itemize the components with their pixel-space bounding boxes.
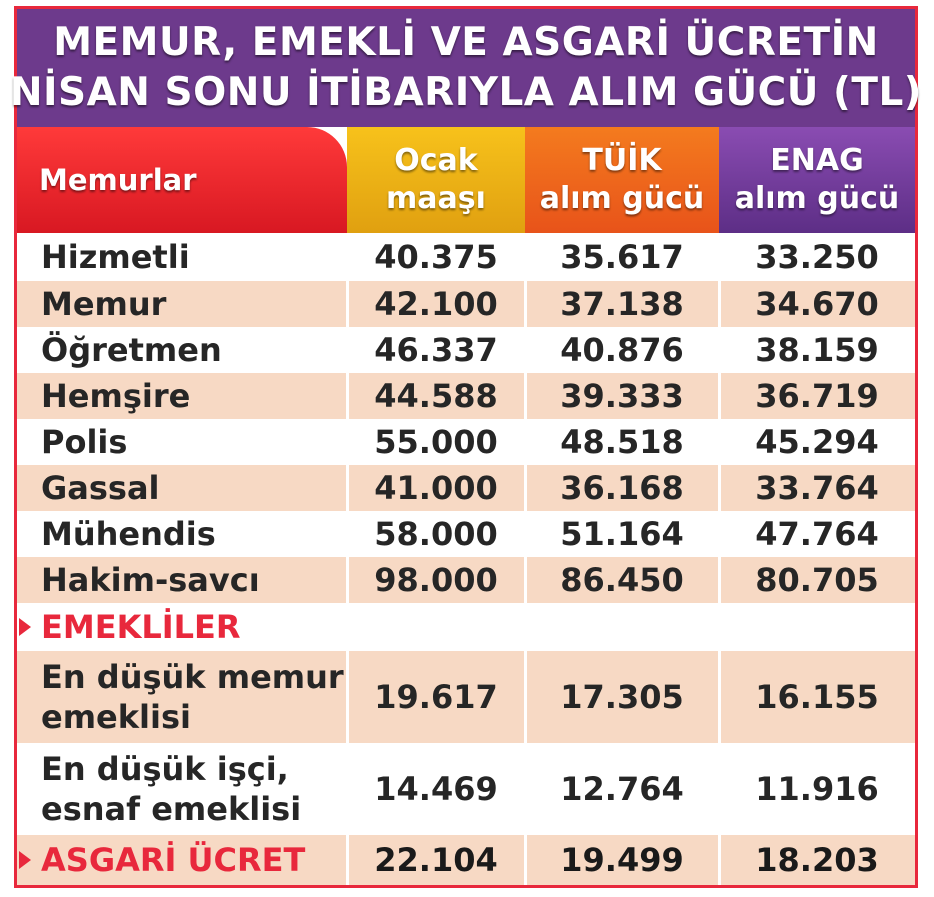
ocak-value: 42.100 — [374, 285, 498, 323]
row-label-line2: esnaf emeklisi — [41, 790, 302, 828]
row-label: Polis — [41, 423, 128, 461]
enag-value: 38.159 — [755, 331, 879, 369]
row-label-line1: En düşük memur — [41, 658, 344, 696]
ocak-value: 41.000 — [374, 469, 498, 507]
row-label-line2: emeklisi — [41, 698, 191, 736]
table-frame — [9, 6, 923, 888]
row-label — [17, 657, 347, 737]
arrow-right-icon — [19, 851, 31, 869]
column-divider — [346, 233, 349, 885]
tuik-value: 51.164 — [560, 515, 684, 553]
section-heading — [17, 841, 347, 879]
table-body — [17, 233, 915, 885]
header-enag-line2: alım gücü — [734, 181, 900, 216]
ocak-value: 40.375 — [374, 238, 498, 276]
header-ocak-line1: Ocak — [394, 143, 478, 178]
table-row — [17, 233, 915, 281]
enag-value: 33.764 — [755, 469, 879, 507]
table-row — [17, 651, 915, 743]
tuik-value: 17.305 — [560, 678, 684, 716]
enag-value: 11.916 — [755, 770, 879, 808]
tuik-value: 19.499 — [560, 841, 684, 879]
row-label: Mühendis — [41, 515, 216, 553]
enag-value: 80.705 — [755, 561, 879, 599]
row-label: Öğretmen — [41, 331, 222, 369]
ocak-value: 46.337 — [374, 331, 498, 369]
header-ocak-maasi — [347, 127, 525, 233]
row-label: Hizmetli — [41, 238, 190, 276]
enag-value: 18.203 — [755, 841, 879, 879]
table-row — [17, 743, 915, 835]
enag-value: 33.250 — [755, 238, 879, 276]
ocak-value: 55.000 — [374, 423, 498, 461]
ocak-value: 14.469 — [374, 770, 498, 808]
minimum-wage-label: ASGARİ ÜCRET — [41, 841, 306, 879]
arrow-right-icon — [19, 618, 31, 636]
section-heading-text: EMEKLİLER — [41, 608, 241, 646]
title-line-2: NİSAN SONU İTİBARIYLA ALIM GÜCÜ (TL) — [9, 70, 923, 115]
row-label: Memur — [41, 285, 167, 323]
table-row-minimum-wage — [17, 835, 915, 885]
header-enag-line1: ENAG — [770, 143, 864, 178]
enag-value: 36.719 — [755, 377, 879, 415]
tuik-value: 48.518 — [560, 423, 684, 461]
ocak-value: 58.000 — [374, 515, 498, 553]
ocak-value: 19.617 — [374, 678, 498, 716]
section-heading — [17, 608, 347, 646]
table-row — [17, 419, 915, 465]
header-ocak-line2: maaşı — [386, 181, 486, 216]
row-label: Hakim-savcı — [41, 561, 260, 599]
table-row — [17, 557, 915, 603]
tuik-value: 35.617 — [560, 238, 684, 276]
column-divider — [718, 233, 721, 885]
column-divider — [524, 233, 527, 885]
row-label: Hemşire — [41, 377, 191, 415]
table-row — [17, 373, 915, 419]
header-tuik-line2: alım gücü — [539, 181, 705, 216]
enag-value: 34.670 — [755, 285, 879, 323]
header-tuik — [525, 127, 719, 233]
table-row — [17, 465, 915, 511]
enag-value: 45.294 — [755, 423, 879, 461]
title-line-1: MEMUR, EMEKLİ VE ASGARİ ÜCRETİN — [53, 20, 879, 65]
header-enag — [719, 127, 915, 233]
row-label — [17, 749, 347, 829]
tuik-value: 40.876 — [560, 331, 684, 369]
tuik-value: 36.168 — [560, 469, 684, 507]
table-row — [17, 281, 915, 327]
table-row — [17, 511, 915, 557]
ocak-value: 22.104 — [374, 841, 498, 879]
page-title — [9, 9, 923, 127]
tuik-value: 12.764 — [560, 770, 684, 808]
enag-value: 47.764 — [755, 515, 879, 553]
row-label: Gassal — [41, 469, 160, 507]
tuik-value: 37.138 — [560, 285, 684, 323]
tuik-value: 86.450 — [560, 561, 684, 599]
header-tuik-line1: TÜİK — [582, 143, 662, 178]
enag-value: 16.155 — [755, 678, 879, 716]
table-row — [17, 327, 915, 373]
tuik-value: 39.333 — [560, 377, 684, 415]
ocak-value: 98.000 — [374, 561, 498, 599]
section-row-emekliler — [17, 603, 915, 651]
ocak-value: 44.588 — [374, 377, 498, 415]
row-label-line1: En düşük işçi, — [41, 750, 289, 788]
header-memurlar: Memurlar — [17, 127, 347, 233]
